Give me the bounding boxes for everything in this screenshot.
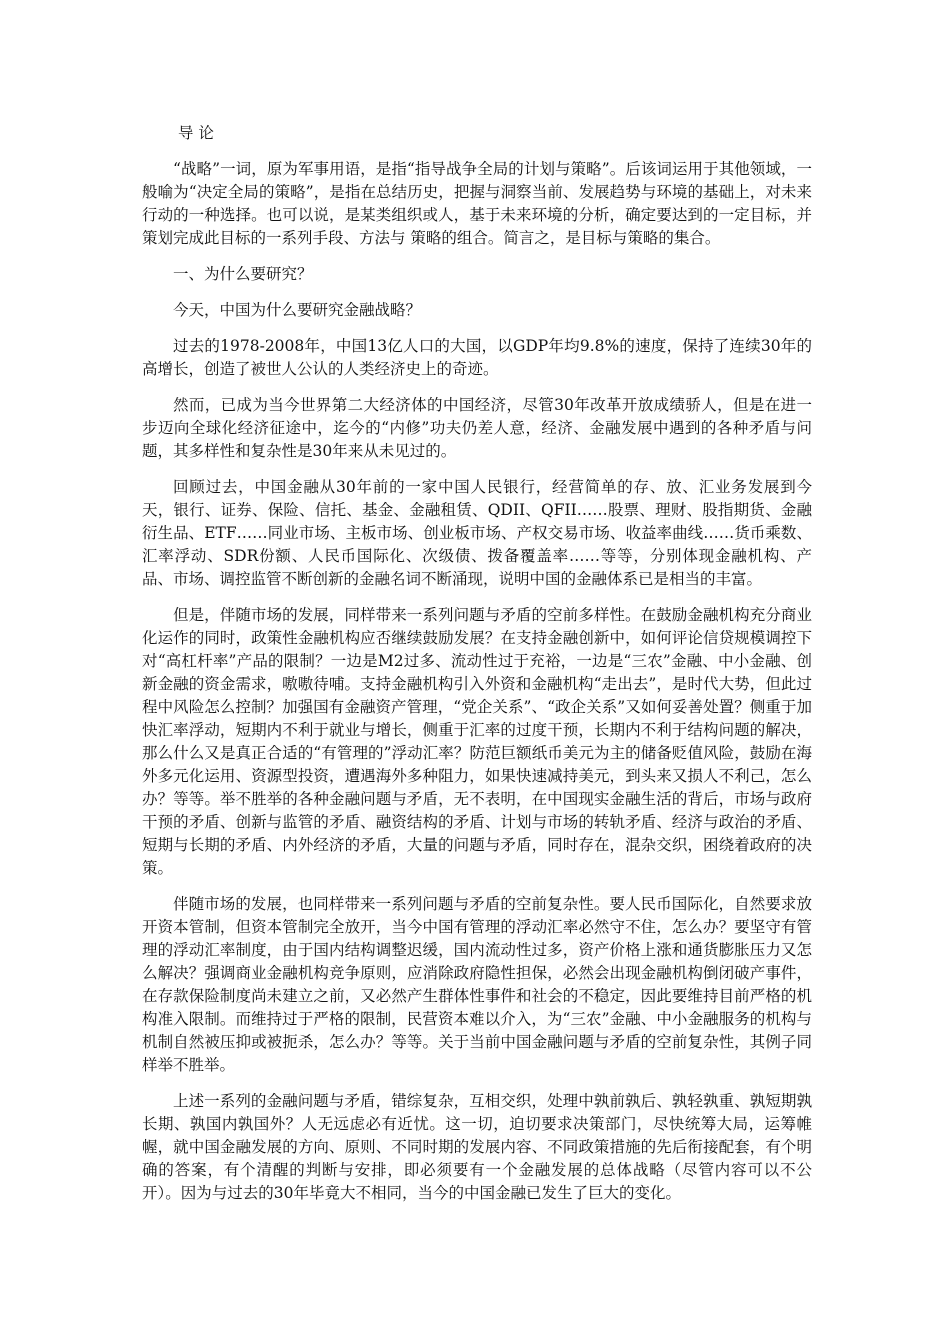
paragraph-strategy-definition: “战略”一词，原为军事用语，是指“指导战争全局的计划与策略”。后该词运用于其他领域，一般喻为“决定全局的策略”，是指在总结历史，把握与洞察当前、发展趋势与环境的基础上，对未来行动的一种选择。也可以说，是某类组织或人，基于未来环境的分析，确定要达到的一定目标，并策划完成此目标的一系列手段、方法与 策略的组合。简言之，是目标与策略的集合。 — [142, 160, 812, 247]
paragraph-question: 今天，中国为什么要研究金融战略？ — [173, 301, 422, 319]
paragraph-review: 回顾过去，中国金融从30年前的一家中国人民银行，经营简单的存、放、汇业务发展到今天，银行、证券、保险、信托、基金、金融租赁、QDII、QFII……股票、理财、股指期货、金融衍生品、ETF……同业市场、主板市场、创业板市场、产权交易市场、收益率曲线……货币乘数、汇率浮动、SDR份额、人民币国际化、次级债、拨备覆盖率……等等，分别体现金融机构、产品、市场、调控监管不断创新的金融名词不断涌现，说明中国的金融体系已是相当的丰富。 — [142, 478, 812, 588]
paragraph-growth: 过去的1978-2008年，中国13亿人口的大国，以GDP年均9.8%的速度，保持了连续30年的高增长，创造了被世人公认的人类经济史上的奇迹。 — [142, 337, 812, 378]
paragraph-complexity: 伴随市场的发展，也同样带来一系列问题与矛盾的空前复杂性。要人民币国际化，自然要求放开资本管制，但资本管制完全放开，当今中国有管理的浮动汇率必然守不住，怎么办？要坚守有管理的浮动汇率制度，由于国内结构调整迟缓，国内流动性过多，资产价格上涨和通货膨胀压力又怎么解决？强调商业金融机构竞争原则，应消除政府隐性担保，必然会出现金融机构倒闭破产事件，在存款保险制度尚未建立之前，又必然产生群体性事件和社会的不稳定，因此要维持目前严格的机构准入限制。而维持过于严格的限制，民营资本难以介入，为“三农”金融、中小金融服务的机构与机制自然被压抑或被扼杀，怎么办？等等。关于当前中国金融问题与矛盾的空前复杂性，其例子同样举不胜举。 — [142, 895, 812, 1074]
paragraph-diversity: 但是，伴随市场的发展，同样带来一系列问题与矛盾的空前多样性。在鼓励金融机构充分商业化运作的同时，政策性金融机构应否继续鼓励发展？在支持金融创新中，如何评论信贷规模调控下对“高杠杆率”产品的限制？一边是M2过多、流动性过于充裕，一边是“三农”金融、中小金融、创新金融的资金需求，嗷嗷待哺。支持金融机构引入外资和金融机构“走出去”，是时代大势，但此过程中风险怎么控制？加强国有金融资产管理，“党企关系”、“政企关系”又如何妥善处置？侧重于加快汇率浮动，短期内不利于就业与增长，侧重于汇率的过度干预，长期内不利于结构问题的解决，那么什么又是真正合适的“有管理的”浮动汇率？防范巨额纸币美元为主的储备贬值风险，鼓励在海外多元化运用、资源型投资，遭遇海外多种阻力，如果快速减持美元，到头来又损人不利己，怎么办？等等。举不胜举的各种金融问题与矛盾，无不表明，在中国现实金融生活的背后，市场与政府干预的矛盾、创新与监管的矛盾、融资结构的矛盾、计划与市场的转轨矛盾、经济与政治的矛盾、短期与长期的矛盾、内外经济的矛盾，大量的问题与矛盾，同时存在，混杂交织，困绕着政府的决策。 — [142, 606, 812, 877]
paragraph-conclusion: 上述一系列的金融问题与矛盾，错综复杂，互相交织，处理中孰前孰后、孰轻孰重、孰短期孰长期、孰国内孰国外？人无远虑必有近忧。这一切，迫切要求决策部门，尽快统筹大局，运筹帷幄，就中国金融发展的方向、原则、不同时期的发展内容、不同政策措施的先后衔接配套，有个明确的答案，有个清醒的判断与安排，即必须要有一个金融发展的总体战略（尽管内容可以不公开）。因为与过去的30年毕竟大不相同，当今的中国金融已发生了巨大的变化。 — [142, 1092, 812, 1202]
document-title: 导 论 — [178, 124, 214, 142]
paragraph-challenges: 然而，已成为当今世界第二大经济体的中国经济，尽管30年改革开放成绩骄人，但是在进一步迈向全球化经济征途中，迄今的“内修”功夫仍差人意，经济、金融发展中遇到的各种矛盾与问题，其多样性和复杂性是30年来从未见过的。 — [142, 396, 812, 460]
document-page — [142, 122, 812, 1218]
section-heading: 一、为什么要研究？ — [173, 265, 313, 283]
